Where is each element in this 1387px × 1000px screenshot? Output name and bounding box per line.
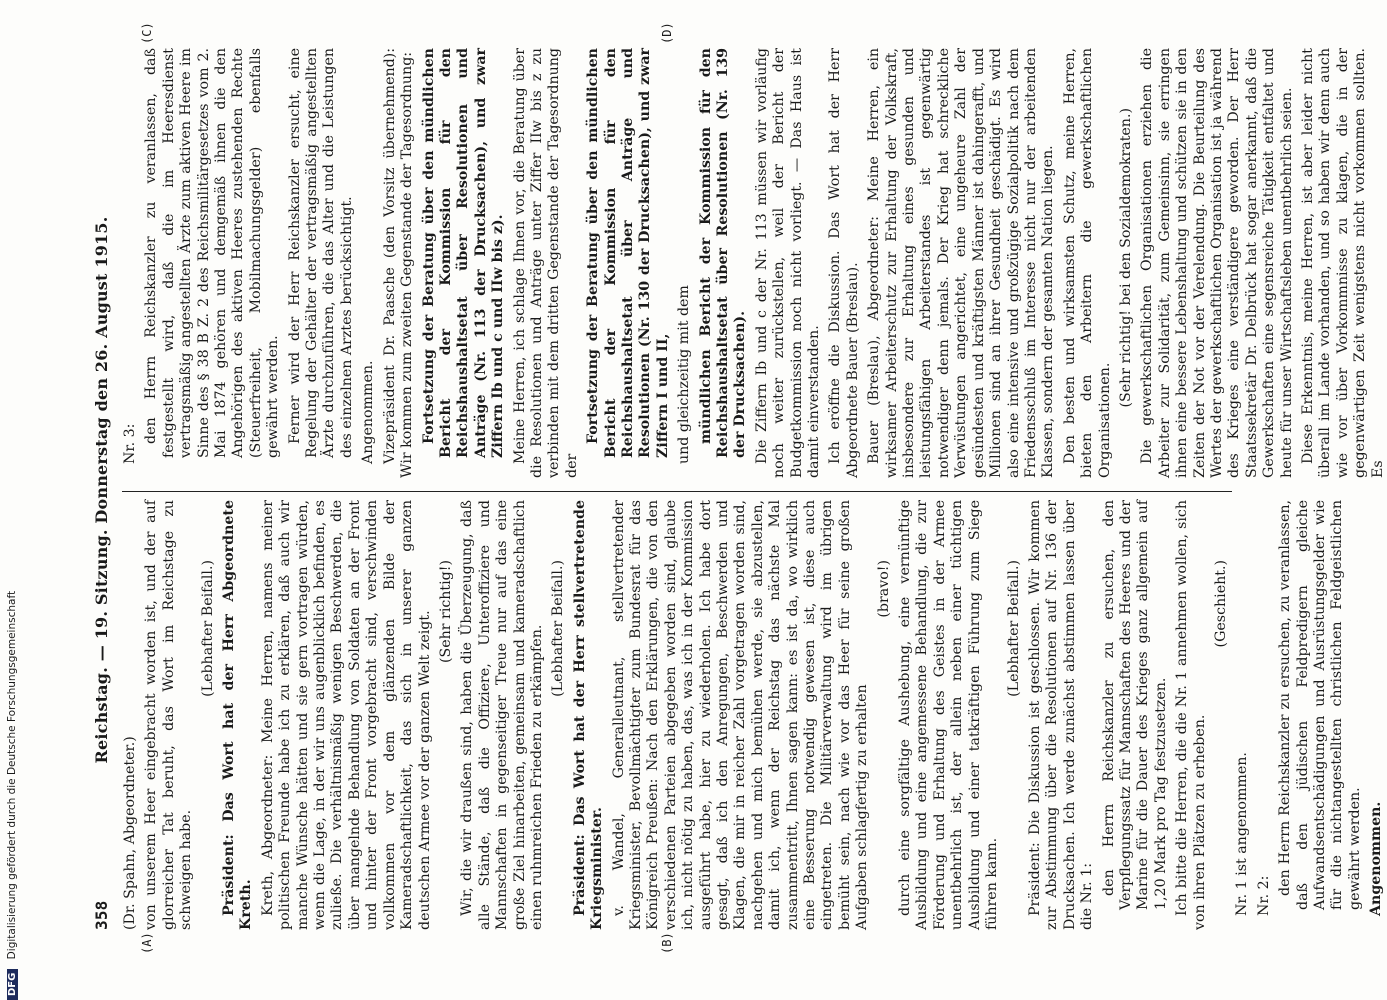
digitization-footer — [6, 0, 20, 1000]
paragraph: von unserem Heer eingebracht worden ist, und der auf glorreicher Tat beruht, das Wort im Reichstage zu schweigen habe. — [143, 500, 195, 930]
paragraph: v. Wandel, Generalleutnant, stellvertretender Kriegsminister, Bevollmächtigter zum Bundesrat für das Königreich Preußen: Nach den Erklärungen, die von den verschiedenen Parteien abgegeben worden sind, glaube ich, nicht nötig zu haben, das, was ich in der Kommission ausgeführt habe, hier zu wiederholen. Ich habe dort gesagt, daß ich den Anregungen, Beschwerden und Klagen, die mir in reicher Zahl vorgetragen worden sind, nachgehen und mich bemühen werde, sie abzustellen, damit ich, wenn der Reichstag das nächste Mal zusammentritt, Ihnen sagen kann: es ist da, wo wirklich eine Besserung notwendig gewesen ist, diese auch eingetreten. Die Militärverwaltung wird im übrigen bemüht sein, nach wie vor das Heer für seine großen Aufgaben schlagfertig zu erhalten — [610, 500, 871, 930]
paragraph: Kreth, Abgeordneter: Meine Herren, namens meiner politischen Freunde habe ich zu erklären, daß auch wir manche Wünsche hätten und sie gern vortragen würden, wenn die Lage, in der wir uns augenblicklich befinden, es zuließe. Die verhältnismäßig wenigen Beschwerden, die über mangelnde Behandlung von Soldaten an der Front und hinter der Front vorgebracht sind, verschwinden vollkommen vor dem glänzenden Bilde der Kameradschaftlichkeit, das sich in unserer ganzen deutschen Armee vor der ganzen Welt zeigt. — [259, 500, 433, 930]
page-title: Reichstag. — 19. Sitzung. Donnerstag den 26. August 1915. — [92, 216, 111, 764]
interjection: (bravo!) — [875, 560, 892, 618]
footer-text: Digitalisierung gefördert durch die Deutsche Forschungsgemeinschaft — [6, 590, 18, 960]
interjection: (Lebhafter Beifall.) — [1005, 560, 1022, 697]
interjection: (Lebhafter Beifall.) — [199, 560, 216, 697]
margin-mark-d: (D) — [660, 22, 674, 44]
paragraph: Präsident: Das Wort hat der Herr Abgeordnete Kreth. — [221, 500, 255, 930]
speaker-running-head: (Dr. Spahn, Abgeordneter.) — [122, 736, 138, 930]
resolution-text: den Herrn Reichskanzler zu ersuchen, zu veranlassen, daß den jüdischen Feldpredigern gleiche Aufwandsentschädigungen und Ausrüstungsgelder wie für die nichtangestellten christlichen Feldgeistlichen gewährt werden. — [1277, 500, 1363, 910]
column-divider — [122, 491, 1232, 492]
paragraph: Präsident: Das Wort hat der Herr stellvertretende Kriegsminister. — [571, 500, 606, 930]
margin-mark-b: (B) — [660, 932, 674, 954]
resolution-text: den Herrn Reichskanzler zu veranlassen, daß festgestellt wird, daß die im Heeresdienst vertragsmäßig angestellten Ärzte zum aktiven Heere im Sinne des § 38 B Z. 2 des Reichsmilitärgesetzes vom 2. Mai 1874 gehören und demgemäß ihnen die den Angehörigen des aktiven Heeres zustehenden Rechte (Steuerfreiheit, Mobilmachungsgelder) ebenfalls gewährt werden. — [143, 48, 282, 458]
paragraph: Nr. 1 ist angenommen. — [1234, 752, 1251, 916]
paragraph: Präsident: Die Diskussion ist geschlossen. Wir kommen zur Abstimmung über die Resolutionen auf Nr. 136 der Drucksachen. Ich werde zunächst abstimmen lassen über die Nr. 1: — [1026, 500, 1096, 930]
paragraph: Vizepräsident Dr. Paasche (den Vorsitz übernehmend): Wir kommen zum zweiten Gegenstande der Tagesordnung: — [381, 48, 416, 478]
paragraph: Ich bitte die Herren, die die Nr. 1 annehmen wollen, sich von ihren Plätzen zu erheben. — [1174, 500, 1208, 930]
paragraph: Ich eröffne die Diskussion. Das Wort hat der Herr Abgeordnete Bauer (Breslau). — [827, 48, 861, 478]
paragraph: Nr. 3: — [122, 423, 138, 464]
agenda-item: Fortsetzung der Beratung über den mündlichen Bericht der Kommission für den Reichshaushaltsetat über Resolutionen und Anträge (Nr. 113 der Drucksachen), und zwar Ziffern Ib und c und IIw bis z). — [420, 48, 507, 458]
page-header — [92, 50, 120, 930]
interjection: (Geschieht.) — [1212, 560, 1229, 648]
margin-mark-c: (C) — [140, 22, 154, 44]
paragraph: Nr. 2: — [1255, 875, 1272, 916]
page-number: 358 — [92, 900, 111, 930]
paragraph: Angenommen. — [360, 360, 377, 464]
paragraph: Diese Erkenntnis, meine Herren, ist aber leider nicht überall im Lande vorhanden, und so haben wir denn auch wie vor über Vorkommnisse zu klagen, die in der gegenwärtigen Zeit wenigstens nicht vorkommen sollten. Es — [1300, 48, 1386, 478]
paragraph: Meine Herren, ich schlage Ihnen vor, die Beratung über die Resolutionen und Anträge unter Ziffer IIw bis z zu verbinden mit dem dritten Gegenstande der Tagesordnung der — [511, 48, 580, 478]
right-column — [122, 48, 1386, 478]
dfg-logo: DFG — [7, 969, 18, 1000]
interjection: (Sehr richtig! bei den Sozialdemokraten.) — [1117, 108, 1134, 408]
paragraph: durch eine sorgfältige Aushebung, eine vernünftige Ausbildung und eine angemessene Behandlung, die zur Förderung und Erhaltung des Geistes in der Armee unentbehrlich ist, der allein neben einer tüchtigen Ausbildung und einer tatkräftigen Führung zum Siege führen kann. — [897, 500, 1001, 930]
paragraph: Die Ziffern Ib und c der Nr. 113 müssen wir vorläufig noch weiter zurückstellen, weil der Bericht der Budgetkommission noch nicht vorliegt. — Das Haus ist damit einverstanden. — [753, 48, 823, 478]
interjection: (Sehr richtig!) — [437, 560, 454, 664]
paragraph: Die gewerkschaftlichen Organisationen erziehen die Arbeiter zur Solidarität, zum Gemeinsinn, sie erringen ihnen eine bessere Lebenshaltung und schützen sie in den Zeiten der Not vor der Verelendung. Die Beurteilung des Wertes der gewerkschaftlichen Organisation ist ja während des Krieges eine verständigere geworden. Der Herr Staatssekretär Dr. Delbrück hat sogar anerkannt, daß die Gewerkschaften eine segensreiche Tätigkeit entfaltet und heute für unser Wirtschaftsleben unentbehrlich seien. — [1139, 48, 1295, 478]
agenda-item: mündlichen Bericht der Kommission für den Reichshaushaltsetat über Resolutionen (Nr. 139 der Drucksachen). — [697, 48, 749, 458]
interjection: (Lebhafter Beifall.) — [550, 560, 567, 697]
paragraph: Angenommen. — [1368, 801, 1385, 916]
paragraph: und gleichzeitig mit dem — [676, 285, 693, 464]
resolution-text: den Herrn Reichskanzler zu ersuchen, den Verpflegungssatz für Mannschaften des Heeres und der Marine für die Dauer des Krieges ganz allgemein auf 1,20 Mark pro Tag festzusetzen. — [1100, 500, 1169, 910]
paragraph: Bauer (Breslau), Abgeordneter: Meine Herren, ein wirksamer Arbeiterschutz zur Erhaltung der Volkskraft, insbesondere zur Erhaltung eines gesunden und leistungsfähigen Arbeiterstandes ist gegenwärtig notwendiger denn jemals. Der Krieg hat schreckliche Verwüstungen angerichtet, eine ungeheure Zahl der gesündesten und kräftigsten Männer ist dahingerafft, und Millionen sind an ihrer Gesundheit geschädigt. Es wird also eine intensive und großzügige Sozialpolitik nach dem Friedensschluß im Interesse nicht nur der arbeitenden Klassen, sondern der gesamten Nation liegen. — [866, 48, 1057, 478]
resolution-text: Ferner wird der Herr Reichskanzler ersucht, eine Regelung der Gehälter der vertragsmäßig angestellten Ärzte durchzuführen, die das Alter und die Leistungen des einzelnen Arztes berücksichtigt. — [286, 48, 355, 458]
agenda-item: Fortsetzung der Beratung über den mündlichen Bericht der Kommission für den Reichshaushaltsetat über Anträge und Resolutionen (Nr. 130 der Drucksachen), und zwar Ziffern I und II, — [585, 48, 671, 458]
margin-mark-a: (A) — [140, 932, 154, 954]
left-column — [122, 500, 1385, 930]
paragraph: Wir, die wir draußen sind, haben die Überzeugung, daß alle Stände, daß die Offiziere, Unteroffiziere und Mannschaften in gegenseitiger Treue nur auf das eine große Ziel hinarbeiten, gemeinsam und kameradschaftlich einen ruhmreichen Frieden zu erkämpfen. — [459, 500, 545, 930]
paragraph: Den besten und wirksamsten Schutz, meine Herren, bieten den Arbeitern die gewerkschaftlichen Organisationen. — [1061, 48, 1113, 478]
